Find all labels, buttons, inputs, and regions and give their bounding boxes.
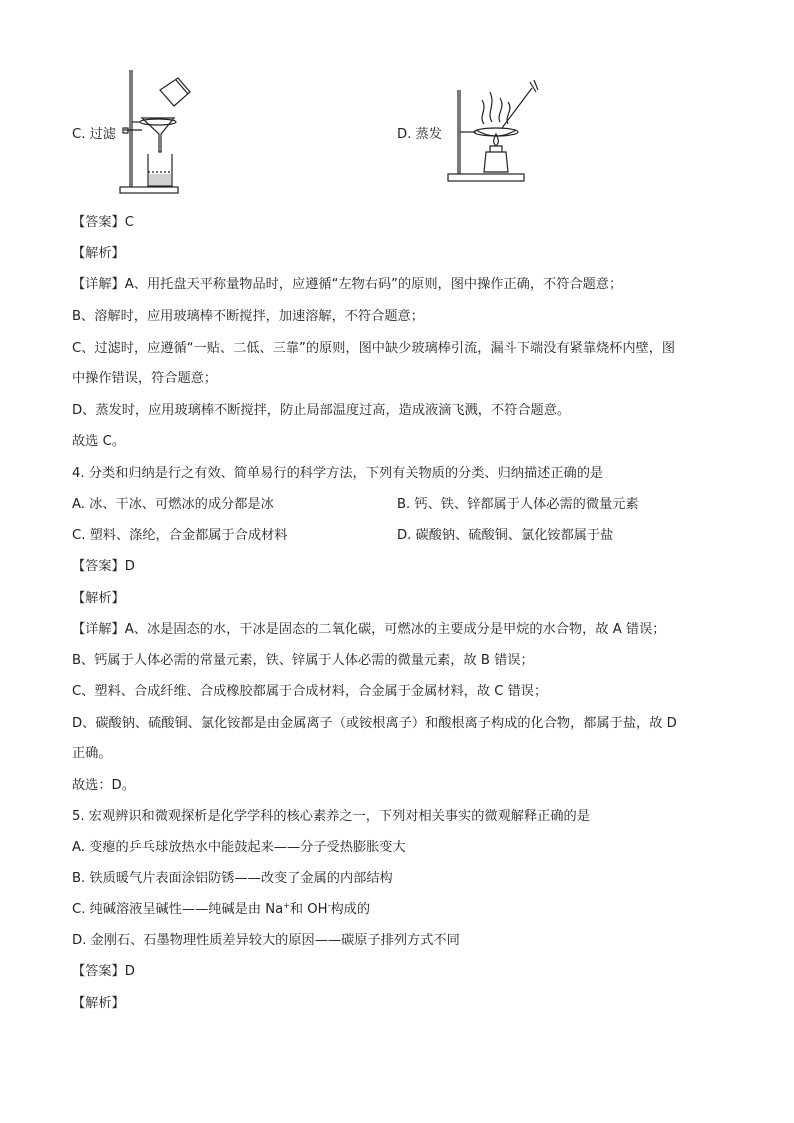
q3-analysis-label: 【解析】 (72, 246, 125, 261)
q3-answer (72, 214, 134, 232)
q5-analysis-label: 【解析】 (72, 996, 125, 1011)
q4-option-d: D. 碳酸钠、硫酸铜、氯化铵都属于盐 (397, 528, 614, 543)
q3-detail-d: D、蒸发时，应用玻璃棒不断搅拌，防止局部温度过高，造成液滴飞溅，不符合题意。 (72, 403, 571, 418)
filtration-apparatus-figure (118, 68, 198, 196)
option-c-post: 构成的 (330, 902, 371, 917)
q4-stem: 4. 分类和归纳是行之有效、简单易行的科学方法，下列有关物质的分类、归纳描述正确的是 (72, 466, 604, 481)
q5-answer (72, 963, 135, 981)
q5-stem: 5. 宏观辨识和微观探析是化学学科的核心素养之一，下列对相关事实的微观解释正确的是 (72, 809, 590, 824)
q3-conclusion: 故选 C。 (72, 434, 125, 449)
q3-option-d-label: D. 蒸发 (397, 127, 442, 142)
answer-value: D (124, 559, 135, 574)
q4-conclusion: 故选：D。 (72, 778, 135, 793)
q4-answer (72, 558, 135, 576)
answer-label: 【答案】 (72, 559, 125, 574)
q5-option-d: D. 金刚石、石墨物理性质差异较大的原因——碳原子排列方式不同 (72, 933, 460, 948)
detail-label: 【详解】 (72, 277, 125, 292)
q3-detail-c-line1: C、过滤时，应遵循“一贴、二低、三靠”的原则，图中缺少玻璃棒引流，漏斗下端没有紧靠烧杯内壁，图 (72, 341, 676, 356)
q4-option-c: C. 塑料、涤纶，合金都属于合成材料 (72, 528, 288, 543)
q4-option-b: B. 钙、铁、锌都属于人体必需的微量元素 (397, 497, 639, 512)
q3-detail-b: B、溶解时，应用玻璃棒不断搅拌，加速溶解，不符合题意； (72, 309, 424, 324)
q4-analysis-label: 【解析】 (72, 591, 125, 606)
detail-text: A、冰是固态的水，干冰是固态的二氧化碳，可燃冰的主要成分是甲烷的水合物，故 A 错误； (124, 622, 666, 637)
answer-label: 【答案】 (72, 215, 125, 230)
q4-detail-a (72, 621, 666, 639)
answer-value: C (124, 215, 134, 230)
q3-detail-c-line2: 中操作错误，符合题意； (72, 371, 218, 386)
superscript-plus: + (283, 901, 290, 910)
q4-option-a: A. 冰、干冰、可燃冰的成分都是冰 (72, 497, 274, 512)
q4-detail-c: C、塑料、合成纤维、合成橡胶都属于合成材料，合金属于金属材料，故 C 错误； (72, 684, 548, 699)
q3-option-c-label: C. 过滤 (72, 127, 116, 142)
q5-option-c (72, 901, 370, 919)
q4-detail-d-line2: 正确。 (72, 746, 112, 761)
answer-value: D (124, 964, 135, 979)
option-c-pre: C. 纯碱溶液呈碱性——纯碱是由 Na (72, 902, 284, 917)
detail-text: A、用托盘天平称量物品时，应遵循“左物右码”的原则，图中操作正确，不符合题意； (124, 277, 623, 292)
q3-detail-a (72, 276, 622, 294)
answer-label: 【答案】 (72, 964, 125, 979)
evaporation-apparatus-figure (446, 80, 542, 184)
q5-option-a: A. 变瘪的乒乓球放热水中能鼓起来——分子受热膨胀变大 (72, 840, 406, 855)
detail-label: 【详解】 (72, 622, 125, 637)
q4-detail-d-line1: D、碳酸钠、硫酸铜、氯化铵都是由金属离子（或铵根离子）和酸根离子构成的化合物，都属于盐，故 D (72, 716, 677, 731)
option-c-mid: 和 OH (289, 902, 328, 917)
superscript-minus: - (327, 901, 331, 910)
q5-option-b: B. 铁质暖气片表面涂铝防锈——改变了金属的内部结构 (72, 871, 393, 886)
q4-detail-b: B、钙属于人体必需的常量元素，铁、锌属于人体必需的微量元素，故 B 错误； (72, 653, 534, 668)
